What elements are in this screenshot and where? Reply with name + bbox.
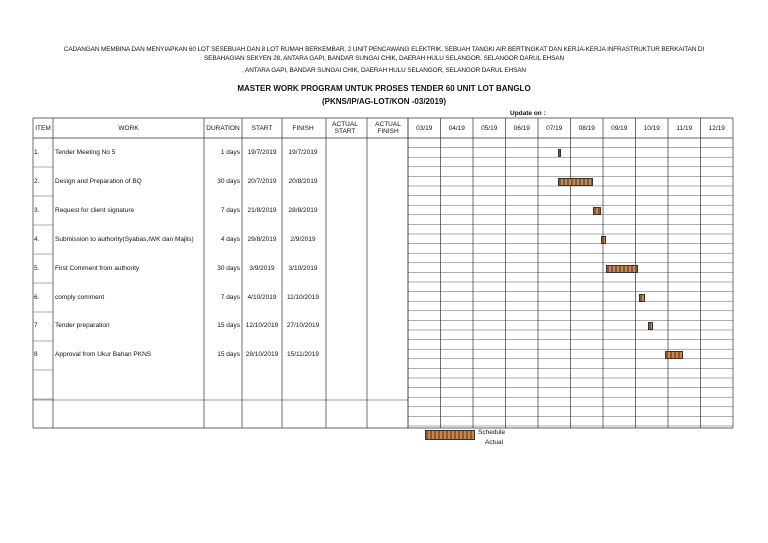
gantt-bar [648, 322, 654, 330]
col-header-work: WORK [118, 125, 139, 132]
task-finish: 27/10/2019 [286, 322, 320, 330]
month-header: 12/19 [708, 125, 725, 132]
task-duration: 30 days [217, 177, 240, 185]
task-item-number: 7 [34, 322, 38, 330]
task-work: Design and Preparation of BQ [55, 177, 142, 185]
task-item-number: 1. [34, 149, 40, 156]
task-start: 3/9/2019 [249, 264, 275, 272]
legend-actual-label: Actual [485, 439, 504, 446]
task-finish: 3/10/2019 [288, 264, 318, 272]
task-work: Request for client signature [55, 206, 135, 214]
task-start: 12/10/2019 [245, 322, 279, 330]
task-finish: 20/8/2019 [288, 177, 318, 185]
col-header-actual-start: ACTUAL START [332, 121, 358, 135]
col-header-item: ITEM [35, 125, 51, 132]
gantt-bar [665, 351, 683, 359]
task-finish: 19/7/2019 [288, 149, 318, 156]
task-start: 4/10/2019 [247, 293, 277, 301]
gantt-bar [601, 236, 606, 244]
task-work: Tender preparation [55, 322, 110, 330]
task-duration: 15 days [217, 351, 240, 359]
col-header-actual-finish: ACTUAL FINISH [375, 121, 401, 135]
col-header-finish: FINISH [292, 125, 314, 132]
col-header-start: START [251, 125, 273, 132]
header-line-1: CADANGAN MEMBINA DAN MENYIAPKAN 60 LOT SESEBUAH DAN 8 LOT RUMAH BERKEMBAR, 2 UNIT PENCAWANG ELEKTRIK, SEBUAH TANGKI AIR BERTINGKAT DAN KERJA-KERJA INFRASTRUKTUR BERKAITAN DI [63, 46, 705, 53]
task-item-number: 8 [34, 351, 38, 359]
task-finish: 15/11/2019 [286, 351, 320, 359]
reference-number: (PKNS/IP/AG-LOT/KON -03/2019) [321, 97, 447, 106]
gantt-bar [558, 149, 561, 157]
task-item-number: 2. [34, 177, 40, 185]
task-start: 28/10/2019 [245, 351, 279, 359]
legend-schedule-swatch [425, 430, 475, 440]
task-finish: 11/10/2019 [286, 293, 320, 301]
gantt-bar [593, 207, 601, 215]
task-start: 19/7/2019 [247, 149, 277, 156]
task-work: Submission to authority(Syabas,IWK dan Majlis) [55, 235, 194, 243]
legend-schedule-label: Schedule [478, 429, 506, 436]
task-item-number: 4. [34, 235, 40, 243]
col-header-duration: DURATION [206, 125, 240, 132]
task-work: First Comment from authority [55, 264, 140, 272]
month-header: 08/19 [578, 125, 595, 132]
task-duration: 7 days [220, 293, 240, 301]
task-duration: 30 days [217, 264, 240, 272]
task-work: Approval from Ukur Bahan PKNS [55, 351, 152, 359]
gantt-bar [558, 178, 593, 186]
task-item-number: 3. [34, 206, 40, 214]
task-duration: 1 days [220, 149, 240, 156]
month-header: 07/19 [546, 125, 563, 132]
task-work: comply comment [55, 293, 105, 301]
task-duration: 7 days [220, 206, 240, 214]
month-header: 04/19 [448, 125, 465, 132]
month-header: 10/19 [643, 125, 660, 132]
task-start: 29/8/2019 [247, 235, 277, 243]
header-line-3: , ANTARA GAPI, BANDAR SUNGAI CHIK, DAERAH HULU SELANGOR, SELANGOR DARUL EHSAN [242, 67, 526, 74]
gantt-bar [606, 265, 638, 273]
task-finish: 2/9/2019 [290, 235, 316, 243]
gantt-bar [639, 294, 646, 302]
header-line-2: SEBAHAGIAN SEKYEN 28, ANTARA GAPI, BANDAR SUNGAI CHIK, DAERAH HULU SELANGOR, SELANGOR DARUL EHSAN [204, 55, 564, 62]
month-header: 06/19 [513, 125, 530, 132]
task-duration: 4 days [220, 235, 240, 243]
page-title: MASTER WORK PROGRAM UNTUK PROSES TENDER 60 UNIT LOT BANGLO [237, 84, 531, 93]
month-header: 03/19 [416, 125, 433, 132]
update-label: Update on : [510, 110, 546, 117]
month-header: 09/19 [611, 125, 628, 132]
month-header: 11/19 [676, 125, 693, 132]
task-item-number: 5. [34, 264, 40, 272]
task-item-number: 6. [34, 293, 40, 301]
task-finish: 28/8/2019 [288, 206, 318, 214]
task-start: 20/7/2019 [247, 177, 277, 185]
task-duration: 15 days [217, 322, 240, 330]
task-start: 21/8/2019 [247, 206, 277, 214]
month-header: 05/19 [481, 125, 498, 132]
task-work: Tender Meeting No 5 [55, 149, 116, 156]
